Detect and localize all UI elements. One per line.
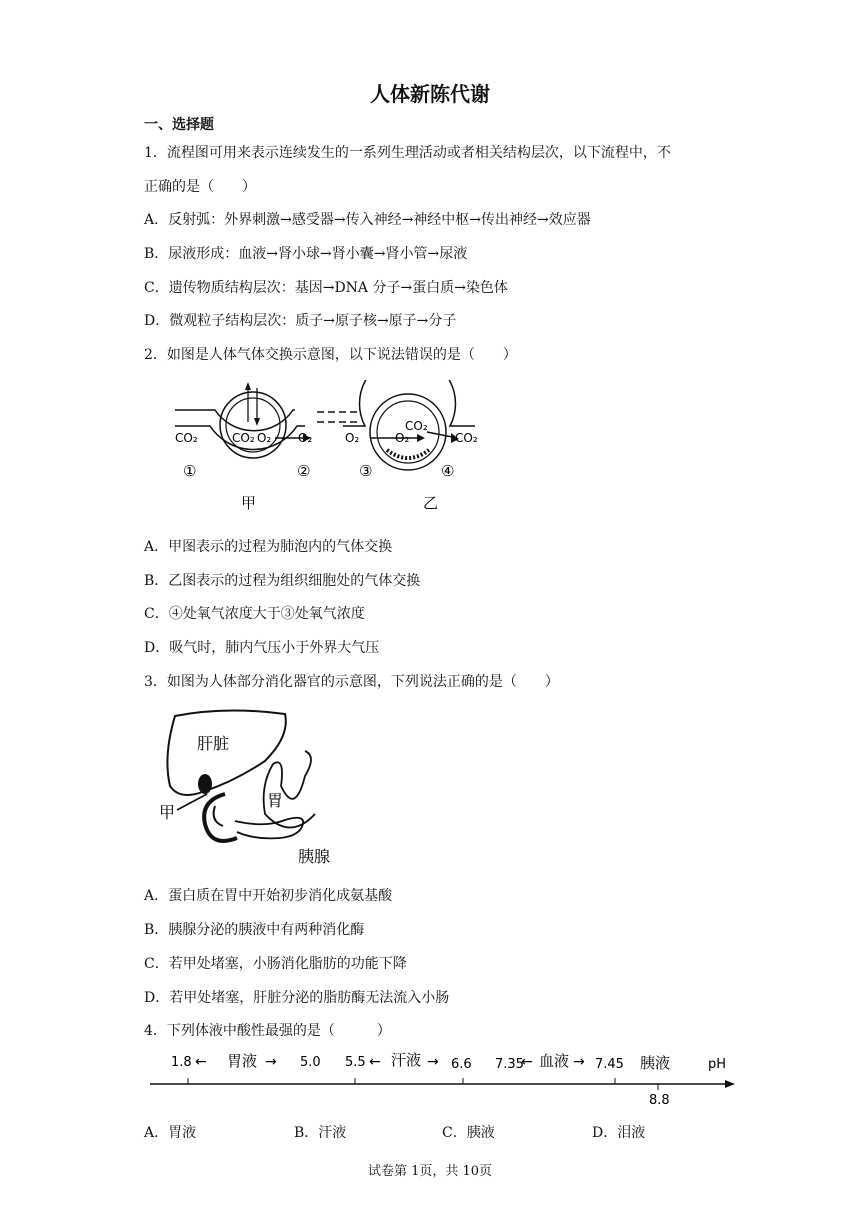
q2-option-a: A．甲图表示的过程为肺泡内的气体交换 [144,539,393,555]
digestive-organs-figure [155,706,365,866]
o2-label-inner-b: O₂ [395,431,410,445]
sweat-high: 6.6 [451,1057,472,1072]
ph-axis-label: pH [708,1057,727,1072]
o2-label-inner: O₂ [257,431,272,445]
co2-label-right-b: CO₂ [455,431,478,445]
q2-option-d: D．吸气时，肺内气压小于外界大气压 [144,640,380,656]
pancreatic-label: 胰液 [640,1054,671,1072]
q1-option-c: C．遗传物质结构层次：基因→DNA 分子→蛋白质→染色体 [144,280,508,296]
co2-label-inner: CO₂ [232,431,255,445]
gastric-high: 5.0 [300,1055,321,1070]
page-title: 人体新陈代谢 [370,82,490,106]
blood-label: 血液 [539,1052,570,1070]
q4-stem: 4．下列体液中酸性最强的是（ ） [144,1023,391,1039]
label-4: ④ [441,462,455,480]
page-footer: 试卷第 1页，共 10页 [367,1164,493,1179]
gastric-low: 1.8 [171,1055,192,1070]
pancreas-label: 胰腺 [298,847,331,866]
q1-stem-line1: 1．流程图可用来表示连续发生的一系列生理活动或者相关结构层次，以下流程中，不 [144,145,671,161]
ph-scale-figure [145,1048,740,1110]
q4-option-c: C．胰液 [442,1125,495,1141]
q3-option-a: A．蛋白质在胃中开始初步消化成氨基酸 [144,888,393,904]
blood-low: 7.35 [495,1057,524,1072]
liver-label: 肝脏 [197,734,230,753]
q2-stem: 2．如图是人体气体交换示意图，以下说法错误的是（ ） [144,347,517,363]
svg-text:→: → [573,1054,585,1070]
svg-text:←: ← [195,1054,207,1070]
co2-label-top-b: CO₂ [405,419,428,433]
q2-option-c: C．④处氧气浓度大于③处氧气浓度 [144,606,365,622]
jia-label: 甲 [159,803,176,822]
o2-label-left-b: O₂ [345,431,360,445]
label-2: ② [297,462,311,480]
svg-text:→: → [427,1054,439,1070]
label-3: ③ [359,462,373,480]
svg-text:←: ← [521,1054,533,1070]
label-jia: 甲 [241,494,257,512]
q1-option-a: A．反射弧：外界刺激→感受器→传入神经→神经中枢→传出神经→效应器 [144,212,591,228]
q3-stem: 3．如图为人体部分消化器官的示意图，下列说法正确的是（ ） [144,674,559,690]
pancreatic-value: 8.8 [649,1093,670,1108]
q2-option-b: B．乙图表示的过程为组织细胞处的气体交换 [144,573,421,589]
q3-option-b: B．胰腺分泌的胰液中有两种消化酶 [144,922,365,938]
svg-text:←: ← [369,1054,381,1070]
q4-option-a: A．胃液 [144,1125,197,1141]
q1-option-b: B．尿液形成：血液→肾小球→肾小囊→肾小管→尿液 [144,246,468,262]
blood-high: 7.45 [595,1057,624,1072]
o2-label-right: O₂ [298,431,313,445]
q1-option-d: D．微观粒子结构层次：质子→原子核→原子→分子 [144,313,457,329]
q1-stem-line2: 正确的是（ ） [144,179,256,195]
label-yi: 乙 [423,494,439,512]
gastric-label: 胃液 [227,1052,258,1070]
svg-text:→: → [265,1054,277,1070]
gas-exchange-figure [165,380,495,515]
section-heading: 一、选择题 [144,117,214,133]
q4-option-b: B．汗液 [294,1125,347,1141]
label-1: ① [183,462,197,480]
q3-option-c: C．若甲处堵塞，小肠消化脂肪的功能下降 [144,956,407,972]
q3-option-d: D．若甲处堵塞，肝脏分泌的脂肪酶无法流入小肠 [144,990,450,1006]
stomach-label: 胃 [267,791,284,810]
sweat-label: 汗液 [391,1051,422,1069]
sweat-low: 5.5 [345,1055,366,1070]
q4-option-d: D．泪液 [592,1125,646,1141]
co2-label-left: CO₂ [175,431,198,445]
